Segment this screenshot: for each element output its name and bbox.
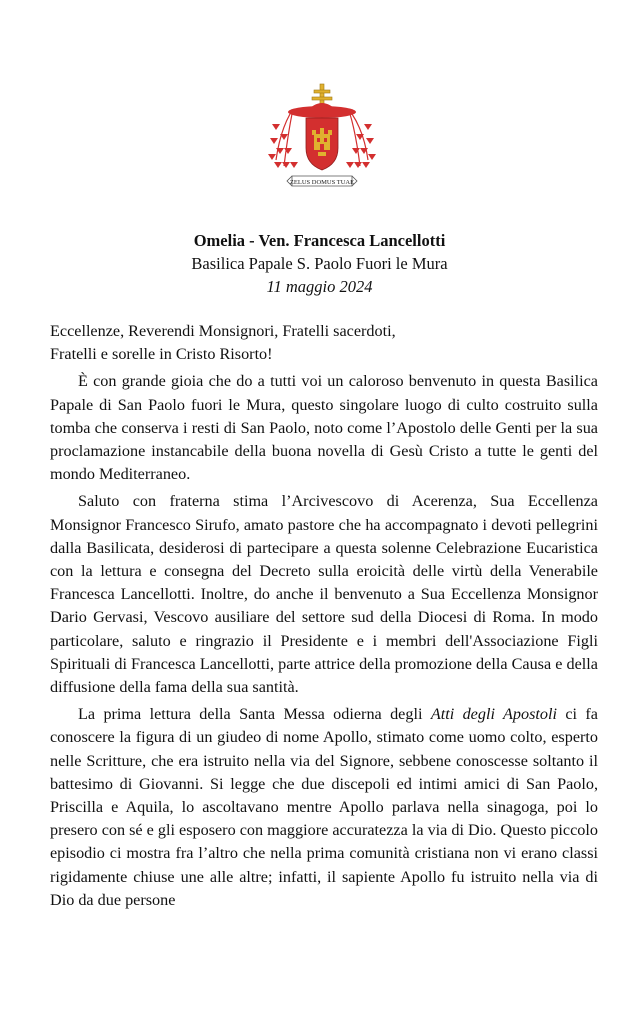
motto-text: ZELUS DOMUS TUAE bbox=[289, 179, 355, 186]
document-title: Omelia - Ven. Francesca Lancellotti bbox=[193, 231, 446, 250]
paragraph bbox=[50, 703, 598, 912]
paragraph: È con grande gioia che do a tutti voi un caloroso benvenuto in questa Basilica Papale di San Paolo fuori le Mura, questo singolare luogo di culto costruito sulla tomba che conserva i resti di San Paolo, noto come l’Apostolo delle Genti per la sua proclamazione instancabile della buona novella di Gesù Cristo a tutte le genti del mondo Mediterraneo. bbox=[50, 372, 598, 484]
document-heading bbox=[0, 229, 639, 298]
paragraph-text: La prima lettura della Santa Messa odierna degli bbox=[78, 705, 431, 724]
document-place: Basilica Papale S. Paolo Fuori le Mura bbox=[191, 254, 448, 273]
paragraph: Saluto con fraterna stima l’Arcivescovo di Acerenza, Sua Eccellenza Monsignor Francesco Sirufo, amato pastore che ha accompagnato i devoti pellegrini dalla Basilicata, desiderosi di partecipare a questa solenne Celebrazione Eucaristica con la lettura e consegna del Decreto sulla eroicità delle virtù della Venerabile Francesca Lancellotti. Inoltre, do anche il benvenuto a Sua Eccellenza Monsignor Dario Gervasi, Vescovo ausiliare del settore sud della Diocesi di Roma. In modo particolare, saluto e ringrazio il Presidente e i membri dell'Associazione Figli Spirituali di Francesca Lancellotti, parte attrice della promozione della Causa e della diffusione della fama della sua santità. bbox=[50, 492, 598, 697]
document-date: 11 maggio 2024 bbox=[266, 277, 373, 296]
book-title: Atti degli Apostoli bbox=[430, 705, 557, 724]
paragraph-text: ci fa conoscere la figura di un giudeo di nome Apollo, stimato come uomo colto, esperto nelle Scritture, che era istruito nella via del Signore, sebbene conoscesse soltanto il battesimo di Giovanni. Si legge che due discepoli ed intimi amici di San Paolo, Priscilla e Aquila, lo ascoltavano mentre Apollo parlava nella sinagoga, poi lo presero con sé e gli esposero con maggiore accuratezza la via di Dio. Questo piccolo episodio ci mostra fra l’altro che nella prima comunità cristiana non vi erano classi rigidamente chiuse une alle altre; infatti, il sapiente Apollo fu istruito nella via di Dio da due persone bbox=[50, 705, 598, 909]
greeting-line: Eccellenze, Reverendi Monsignori, Fratelli sacerdoti, bbox=[50, 322, 396, 340]
cardinal-coat-of-arms bbox=[262, 82, 382, 192]
greeting-line: Fratelli e sorelle in Cristo Risorto! bbox=[50, 345, 273, 364]
homily-body bbox=[50, 320, 598, 912]
